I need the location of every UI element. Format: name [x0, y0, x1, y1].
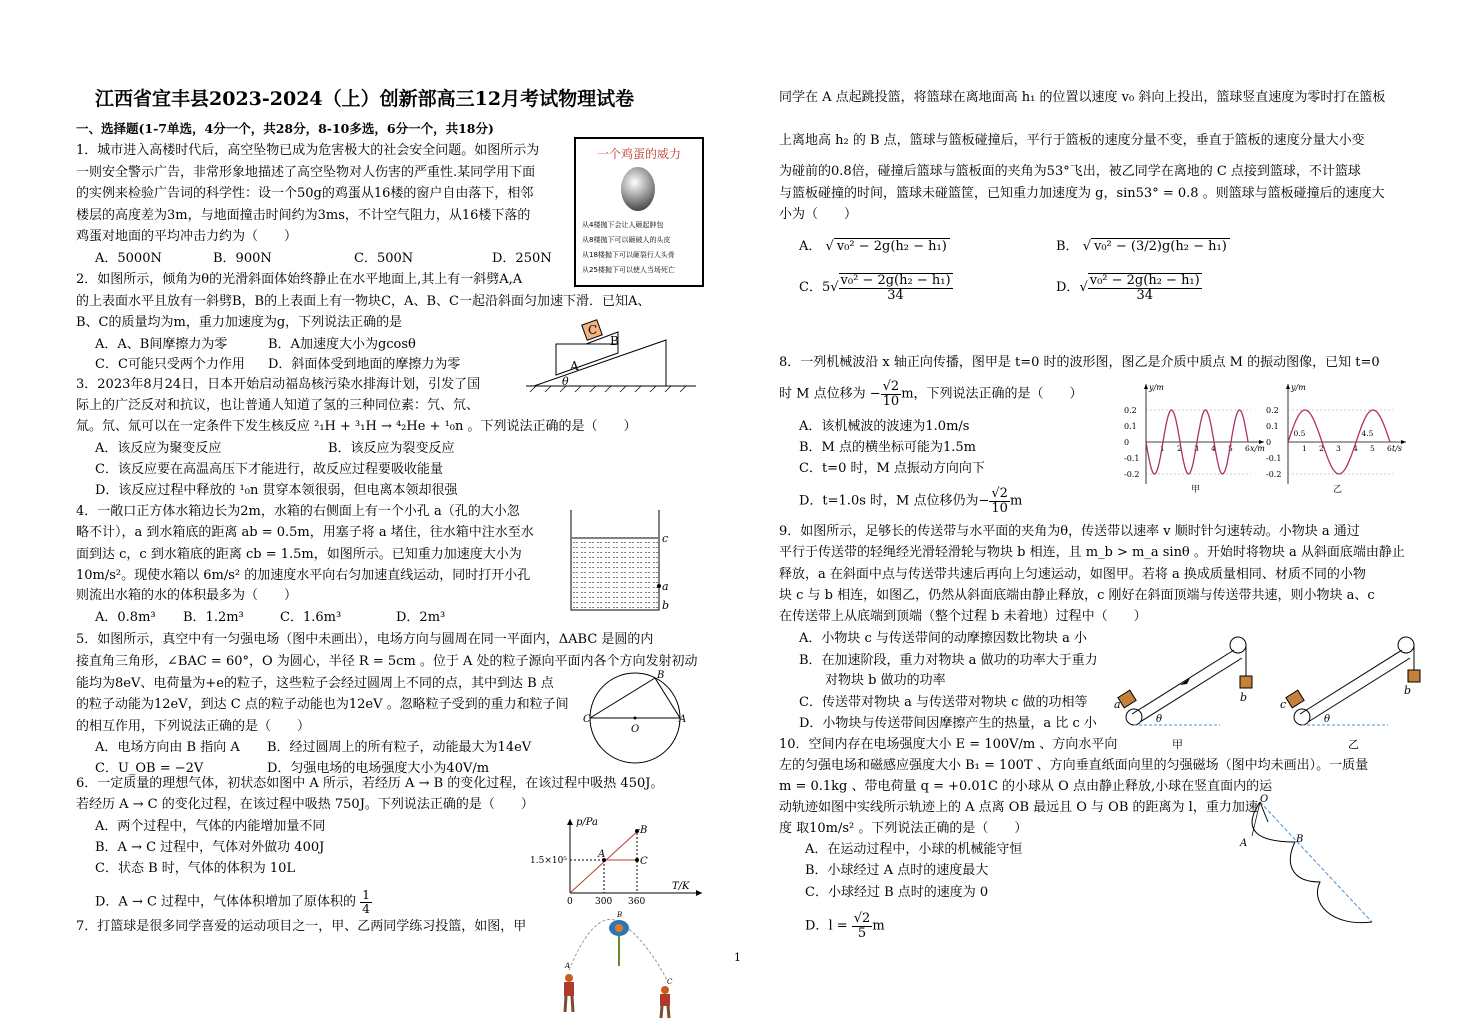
q1-line: 的实例来检验广告词的科学性：设一个50g的鸡蛋从16楼的窗户自由落下，相邻: [76, 186, 534, 201]
belt-label-theta: θ: [1156, 714, 1163, 725]
graph-xlabel: T/K: [672, 881, 690, 892]
vibration-chart-yi: [1260, 380, 1410, 495]
q2-option-c[interactable]: C．C可能只受两个力作用: [95, 357, 245, 372]
q9-option-a[interactable]: A．小物块 c 与传送带间的动摩擦因数比物块 a 小: [799, 631, 1087, 646]
frac-den: 4: [362, 901, 370, 916]
incline-figure: [526, 318, 706, 394]
q2-line: 的上表面水平且放有一斜劈B，B的上表面上有一物块C，A、B、C一起沿斜面匀加速下滑．已知A、: [76, 294, 651, 309]
q6-line: 6．一定质量的理想气体，初状态如图中 A 所示，若经历 A → B 的变化过程，在该过程中吸热 450J。: [76, 776, 664, 791]
q9-line: 平行于传送带的轻绳经光滑轻滑轮与物块 b 相连，且 m_b > m_a sinθ 。开始时将物块 a 从斜面底端由静止: [779, 545, 1405, 560]
q1-option-d[interactable]: D．250N: [492, 251, 552, 266]
q9-option-b-cont: 对物块 b 做功的功率: [799, 673, 946, 688]
player-a: [564, 974, 574, 1012]
poster-line: 从18楼抛下可以砸裂行人头骨: [582, 251, 675, 259]
bb-label-b: B: [617, 911, 623, 919]
q6-line: 若经历 A → C 的变化过程，在该过程中吸热 750J。下列说法正确的是（ ）: [76, 797, 534, 812]
egg-poster: [574, 137, 704, 287]
belt-label-b2: b: [1404, 684, 1412, 697]
y-arrow: [1286, 384, 1290, 389]
x-tick-label: 5: [1228, 444, 1233, 453]
q3-option-b[interactable]: B．该反应为裂变反应: [328, 441, 455, 456]
trajectory-figure: [1240, 792, 1380, 932]
frac-den: 34: [887, 287, 904, 303]
fig-label-a: A: [570, 359, 579, 373]
q5-line: 的相互作用，下列说法正确的是（ ）: [76, 719, 311, 734]
q8-disp-frac: [881, 380, 902, 408]
q10-option-c[interactable]: C．小球经过 B 点时的速度为 0: [805, 885, 989, 900]
q10-d-unit: m: [872, 918, 885, 934]
water-tank-figure: [565, 510, 675, 614]
frac-den: 34: [1136, 287, 1153, 303]
belt-caption-yi: 乙: [1348, 738, 1359, 751]
q10-line: 左的匀强电场和磁感应强度大小 B₁ = 100T 、方向垂直纸面向里的匀强磁场（图中均未画出）。一质量: [779, 758, 1369, 773]
wave-chart-jia: [1118, 380, 1268, 495]
graph-xtick-0: 0: [567, 897, 573, 907]
poster-line: 从4楼抛下会让人砸起肿包: [582, 221, 664, 229]
graph-xtick-300: 300: [595, 897, 613, 907]
q7-line: 同学在 A 点起跳投篮，将篮球在离地面高 h₁ 的位置以速度 v₀ 斜向上投出，篮球竖直速度为零时打在篮板: [779, 90, 1386, 105]
q2-line: B、C的质量均为m，重力加速度为g，下列说法正确的是: [76, 315, 403, 330]
q1-line: 楼层的高度差为3m，与地面撞击时间约为3ms，不计空气阻力，从16楼下落的: [76, 208, 531, 223]
q9-option-d[interactable]: D．小物块与传送带间因摩擦产生的热量，a 比 c 小: [799, 716, 1097, 731]
frac-den: 5: [857, 925, 867, 941]
x-tick-label: 1: [1302, 444, 1307, 453]
q2-option-d[interactable]: D．斜面体受到地面的摩擦力为零: [268, 357, 461, 372]
x-axis-label: x/m: [1250, 444, 1265, 453]
tank-label-a: a: [662, 580, 669, 593]
y-tick-label: -0.1: [1124, 454, 1140, 463]
pt-graph-figure: [530, 815, 710, 907]
y-tick-label: -0.2: [1266, 470, 1282, 479]
traj-label-o: O: [1260, 794, 1269, 805]
belt-label-b: b: [1240, 691, 1248, 704]
poster-text: [582, 218, 675, 278]
x-axis-label: t/s: [1392, 444, 1403, 453]
opt-label: D．: [1056, 280, 1080, 296]
x-tick-label: 4: [1211, 444, 1216, 453]
x-tick-label: 6: [1245, 444, 1250, 453]
x-tick-label: 2: [1177, 444, 1182, 453]
q5-option-d[interactable]: D．匀强电场的电场强度大小为40V/m: [267, 761, 490, 776]
x-tick-label: 0.5: [1293, 429, 1306, 438]
q2-option-a[interactable]: A．A、B间摩擦力为零: [95, 337, 228, 352]
y-arrow: [1144, 384, 1148, 389]
q7-a-expr: v₀² − 2g(h₂ − h₁): [834, 238, 950, 254]
q7-option-d[interactable]: D．√ $\frac{\text{v₀² − 2g(h₂ − h₁)}}{34}$: [1056, 273, 1200, 303]
q10-option-d-label: D．: [805, 918, 829, 934]
q9-option-c[interactable]: C．传送带对物块 a 与传送带对物块 c 做的功相等: [799, 695, 1088, 710]
traj-label-b: B: [1296, 834, 1304, 845]
q10-d-frac: [852, 912, 873, 940]
q10-line: m = 0.1kg 、带电荷量 q = +0.01C 的小球从 O 点由静止释放,小球在竖直面内的运: [779, 779, 1273, 794]
q3-line: 际上的广泛反对和抗议，也让普通人知道了氢的三种同位素：氕、氘、: [76, 398, 480, 413]
graph-point-b: B: [640, 825, 648, 836]
q8-option-d-text: D．t=1.0s 时，M 点位移仍为: [799, 493, 979, 509]
poster-line: 从8楼抛下可以砸破人的头皮: [582, 236, 671, 244]
q3-line: 3．2023年8月24日，日本开始启动福岛核污染水排海计划，引发了国: [76, 377, 481, 392]
circle-label-o: O: [631, 724, 640, 735]
poster-title: 一个鸡蛋的威力: [596, 147, 681, 161]
bb-label-a: A: [565, 962, 571, 970]
opt-label: C．: [799, 280, 822, 296]
q6-fraction: [360, 889, 372, 915]
y-tick-label: -0.1: [1266, 454, 1282, 463]
q7-line: 与篮板碰撞的时间，篮球未碰篮筐，已知重力加速度为 g，sin53° = 0.8 。则篮球与篮板碰撞后的速度大: [779, 186, 1385, 201]
q5-line: 的粒子动能为12eV，到达 C 点的粒子动能也为12eV 。忽略粒子受到的重力和粒子间: [76, 697, 569, 712]
q8-line-2-head: 时 M 点位移为: [779, 386, 866, 402]
q10-option-b[interactable]: B．小球经过 A 点时的速度最大: [805, 863, 989, 878]
tank-label-c: c: [662, 532, 669, 545]
q4-line: 4．一敞口正方体水箱边长为2m，水箱的右侧面上有一个小孔 a（孔的大小忽: [76, 504, 520, 519]
basketball-figure: [555, 908, 695, 1020]
x-tick-label: 3: [1194, 444, 1199, 453]
egg-image: [621, 167, 655, 211]
q8-d-frac: [989, 487, 1010, 515]
q1-line: 鸡蛋对地面的平均冲击力约为（ ）: [76, 229, 298, 244]
x-tick-label: 3: [1336, 444, 1341, 453]
q10-d-lhs: l =: [828, 918, 848, 934]
q9-option-b[interactable]: B．在加速阶段，重力对物块 a 做功的功率大于重力: [799, 653, 1098, 668]
q7-c-coef: 5: [821, 280, 831, 296]
y-axis-label: y/m: [1291, 383, 1306, 392]
q5-option-b[interactable]: B．经过圆周上的所有粒子，动能最大为14eV: [267, 740, 532, 755]
q5-option-c[interactable]: C．U_OB = −2V: [95, 761, 204, 776]
circle-label-c: C: [583, 714, 591, 725]
player-c: [660, 986, 670, 1018]
q6-option-a[interactable]: A．两个过程中，气体的内能增加量不同: [95, 819, 326, 834]
y-tick-label: -0.2: [1124, 470, 1140, 479]
belt-caption-jia: 甲: [1172, 738, 1183, 751]
y-tick-label: 0: [1124, 438, 1130, 447]
q4-line: 则流出水箱的水的体积最多为（ ）: [76, 588, 298, 603]
y-tick-label: 0.2: [1124, 406, 1137, 415]
fig-label-b: B: [610, 334, 619, 348]
q9-line: 9．如图所示，足够长的传送带与水平面的夹角为θ，传送带以速率 v 顺时针匀速转动。小物块 a 通过: [779, 524, 1360, 539]
q5-option-a[interactable]: A．电场方向由 B 指向 A: [95, 740, 240, 755]
graph-xtick-360: 360: [628, 897, 646, 907]
frac-num: 1: [362, 888, 370, 902]
x-tick-label: 4: [1353, 444, 1358, 453]
y-tick-label: 0.1: [1266, 422, 1279, 431]
q9-line: 块 c 与 b 相连，如图乙，仍然从斜面底端由静止释放，c 刚好在斜面顶端与传送带共速，则小物块 a、c: [779, 588, 1375, 603]
frac-den: 10: [991, 500, 1008, 516]
q7-line: 小为（ ）: [779, 207, 858, 222]
q7-d-frac: [1088, 273, 1202, 302]
q7-line: 上离地高 h₂ 的 B 点，篮球与篮板碰撞后，平行于篮板的速度分量不变，垂直于篮板的速度分量大小变: [779, 133, 1365, 148]
q5-line: 接直角三角形，∠BAC = 60°，O 为圆心，半径 R = 5cm 。位于 A 处的粒子源向平面内各个方向发射初动: [76, 654, 698, 669]
q4-line: 略不计），a 到水箱底的距离 ab = 0.5m，用塞子将 a 堵住，往水箱中注水至水: [76, 525, 534, 540]
traj-label-a: A: [1240, 838, 1248, 849]
q10-option-a[interactable]: A．在运动过程中，小球的机械能守恒: [805, 842, 1023, 857]
q10-line: 10．空间内存在电场强度大小 E = 100V/m 、方向水平向: [779, 737, 1118, 752]
y-axis-label: y/m: [1149, 383, 1164, 392]
circle-label-a: A: [679, 714, 687, 725]
q3-option-d[interactable]: D．该反应过程中释放的 ¹₀n 贯穿本领很弱，但电离本领却很强: [95, 483, 458, 498]
q6-option-b[interactable]: B．A → C 过程中，气体对外做功 400J: [95, 840, 325, 855]
q8-line-2: [779, 380, 1083, 408]
frac-num: √2: [882, 379, 900, 394]
q7-line: 为碰前的0.8倍，碰撞后篮球与篮板面的夹角为53°飞出，被乙同学在离地的 C 点接到篮球，不计篮球: [779, 164, 1361, 179]
chart-caption: 甲: [1191, 485, 1201, 495]
q8-sign: −: [978, 493, 990, 509]
q8-option-c[interactable]: C．t=0 时，M 点振动方向向下: [799, 461, 985, 476]
q7-line: 7．打篮球是很多同学喜爱的运动项目之一，甲、乙两同学练习投篮，如图，甲: [76, 919, 527, 934]
q4-line: 面到达 c，c 到水箱底的距离 cb = 1.5m，如图所示。已知重力加速度大小为: [76, 547, 522, 562]
graph-point-a: A: [598, 849, 606, 860]
q8-line-2-tail: m，下列说法正确的是（ ）: [901, 386, 1083, 402]
section-heading: 一、选择题(1-7单选，4分一个，共28分，8-10多选，6分一个，共18分): [76, 121, 494, 136]
q1-option-c[interactable]: C．500N: [354, 251, 414, 266]
circle-field-figure: [585, 668, 685, 768]
x-tick-label: 5: [1370, 444, 1375, 453]
circle-label-b: B: [657, 670, 665, 681]
graph-point-c: C: [640, 856, 648, 867]
opt-label: A．: [799, 239, 822, 254]
q8-option-d[interactable]: [799, 487, 1022, 515]
poster-line: 从25楼抛下可以使人当场死亡: [582, 266, 675, 274]
conveyor-figure-yi: [1278, 628, 1428, 753]
q10-line: 动轨迹如图中实线所示轨迹上的 A 点离 OB 最远且 O 与 OB 的距离为 l，重力加速: [779, 800, 1258, 815]
belt-label-c: c: [1280, 698, 1287, 711]
q8-option-b[interactable]: B．M 点的横坐标可能为1.5m: [799, 440, 976, 455]
q8-line: 8．一列机械波沿 x 轴正向传播，图甲是 t=0 时的波形图，图乙是介质中质点 M 的振动图像，已知 t=0: [779, 355, 1380, 370]
frac-num: √2: [991, 486, 1008, 501]
y-tick-label: 0: [1266, 438, 1272, 447]
fig-label-theta: θ: [562, 375, 569, 388]
x-tick-label: 4.5: [1361, 429, 1374, 438]
q3-option-c[interactable]: C．该反应要在高温高压下才能进行，故反应过程要吸收能量: [95, 462, 443, 477]
q4-option-b[interactable]: B．1.2m³: [183, 610, 244, 625]
fig-label-c: C: [588, 323, 598, 337]
x-tick-label: 2: [1319, 444, 1324, 453]
q7-b-expr: v₀² − (3/2)g(h₂ − h₁): [1091, 238, 1230, 254]
q2-line: 2．如图所示，倾角为θ的光滑斜面体始终静止在水平地面上,其上有一斜劈A,A: [76, 272, 523, 287]
opt-label: B．: [1056, 239, 1079, 254]
chart-caption: 乙: [1333, 485, 1343, 495]
q7-c-frac: [839, 273, 953, 302]
q5-line: 5．如图所示，真空中有一匀强电场（图中未画出），电场方向与圆周在同一平面内，ΔABC 是圆的内: [76, 632, 654, 647]
q6-option-c[interactable]: C．状态 B 时，气体的体积为 10L: [95, 861, 296, 876]
q4-option-c[interactable]: C．1.6m³: [280, 610, 342, 625]
q4-option-d[interactable]: D．2m³: [396, 610, 446, 625]
frac-num: √2: [853, 911, 871, 926]
q10-line: 度 取10m/s² 。下列说法正确的是（ ）: [779, 821, 1028, 836]
q9-line: 释放，a 在斜面中点与传送带共速后再向上匀速运动，如图甲。若将 a 换成质量相同、材质不同的小物: [779, 567, 1366, 582]
q1-option-a[interactable]: A．5000N: [95, 251, 162, 266]
conveyor-figure-jia: [1110, 628, 1260, 753]
frac-num: v₀² − 2g(h₂ − h₁): [1089, 273, 1200, 288]
q1-line: 一则安全警示广告，非常形象地描述了高空坠物对人伤害的严重性.某同学用下面: [76, 165, 536, 180]
q6-option-d[interactable]: [95, 889, 372, 915]
q6-option-d-text: D．A → C 过程中，气体体积增加了原体积的: [95, 894, 357, 910]
q7-option-a[interactable]: A． √ v₀² − 2g(h₂ − h₁): [799, 239, 950, 255]
page-title: 江西省宜丰县2023-2024（上）创新部高三12月考试物理试卷: [95, 88, 635, 110]
tank-label-b: b: [662, 599, 670, 612]
q8-sign: −: [869, 386, 881, 402]
q3-line: 氚。氘、氚可以在一定条件下发生核反应 ²₁H + ³₁H → ⁴₂He + ¹₀n 。下列说法正确的是（ ）: [76, 419, 637, 434]
q2-option-b[interactable]: B．A加速度大小为gcosθ: [268, 337, 416, 352]
q3-option-a[interactable]: A．该反应为聚变反应: [95, 441, 222, 456]
page-number: 1: [734, 951, 741, 964]
y-tick-label: 0.1: [1124, 422, 1137, 431]
y-tick-label: 0.2: [1266, 406, 1279, 415]
q1-option-b[interactable]: B．900N: [213, 251, 272, 266]
x-tick-label: 6: [1387, 444, 1392, 453]
bb-label-c: C: [667, 978, 673, 986]
q8-d-unit: m: [1009, 493, 1023, 509]
graph-ylabel: p/Pa: [576, 817, 599, 828]
belt-label-theta2: θ: [1324, 714, 1331, 725]
q1-line: 1．城市进入高楼时代后，高空坠物已成为危害极大的社会安全问题。如图所示为: [76, 143, 540, 158]
frac-den: 10: [882, 393, 900, 409]
graph-ytick: 1.5×10⁵: [530, 856, 567, 866]
q4-option-a[interactable]: A．0.8m³: [95, 610, 156, 625]
q10-option-d[interactable]: [805, 912, 885, 940]
x-tick-label: 1: [1160, 444, 1165, 453]
belt-label-a: a: [1114, 698, 1121, 711]
q8-option-a[interactable]: A．该机械波的波速为1.0m/s: [799, 419, 970, 434]
q7-option-b[interactable]: B． √ v₀² − (3/2)g(h₂ − h₁): [1056, 239, 1230, 255]
q7-option-c[interactable]: C．5√ $\frac{\text{v₀² − 2g(h₂ − h₁)}}{34}$: [799, 273, 951, 303]
q5-line: 能均为8eV、电荷量为+e的粒子，这些粒子会经过圆周上不同的点，其中到达 B 点: [76, 676, 554, 691]
frac-num: v₀² − 2g(h₂ − h₁): [840, 273, 951, 288]
q4-line: 10m/s²。现使水箱以 6m/s² 的加速度水平向右匀加速直线运动，同时打开小孔: [76, 568, 531, 583]
q9-line: 在传送带上从底端到顶端（整个过程 b 未着地）过程中（ ）: [779, 609, 1147, 624]
